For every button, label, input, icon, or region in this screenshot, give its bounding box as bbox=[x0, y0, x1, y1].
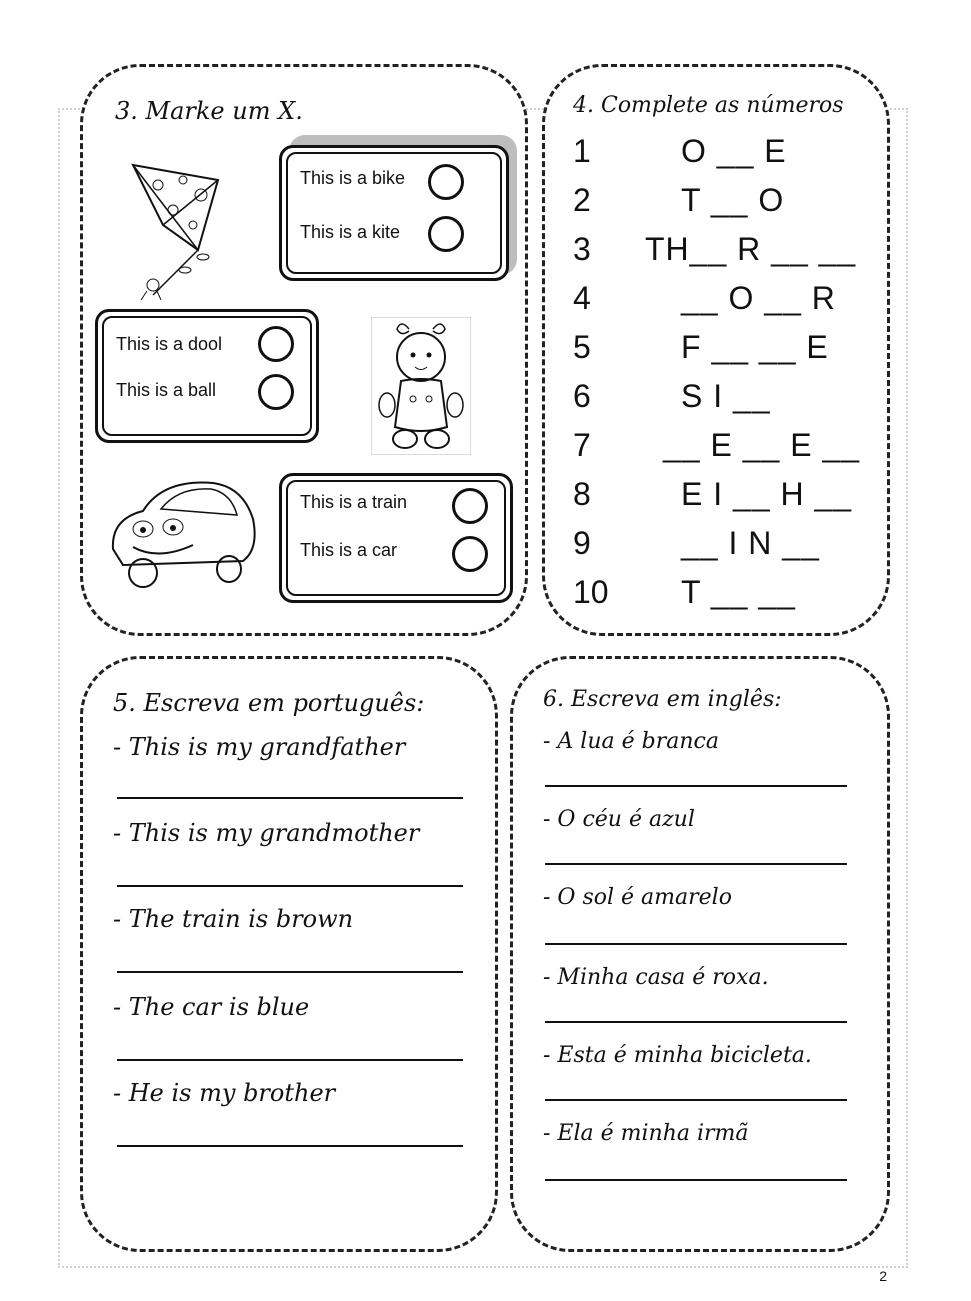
sentence-prompt: - A lua é branca bbox=[543, 729, 719, 754]
sentence-prompt: - The train is brown bbox=[113, 905, 354, 933]
number-word: O __ E bbox=[681, 133, 787, 169]
answer-circle[interactable] bbox=[452, 536, 488, 572]
number-word: __ O __ R bbox=[681, 280, 836, 316]
number-digit: 6 bbox=[573, 378, 591, 414]
answer-circle[interactable] bbox=[452, 488, 488, 524]
number-row bbox=[545, 182, 885, 230]
number-digit: 7 bbox=[573, 427, 591, 463]
answer-circle[interactable] bbox=[258, 326, 294, 362]
answer-line[interactable] bbox=[545, 1099, 847, 1101]
number-row bbox=[545, 574, 885, 622]
answer-line[interactable] bbox=[117, 797, 463, 799]
number-digit: 9 bbox=[573, 525, 591, 561]
number-word: S I __ bbox=[681, 378, 771, 414]
option-label: This is a bike bbox=[300, 168, 406, 188]
section-6-title: 6. Escreva em inglês: bbox=[543, 687, 782, 712]
number-digit: 8 bbox=[573, 476, 591, 512]
number-digit: 1 bbox=[573, 133, 591, 169]
section-4-panel bbox=[542, 64, 890, 636]
sentence-prompt: - O sol é amarelo bbox=[543, 885, 732, 910]
number-word: T __ O bbox=[681, 182, 785, 218]
section-5-panel bbox=[80, 656, 498, 1252]
sentence-prompt: - Esta é minha bicicleta. bbox=[543, 1043, 812, 1068]
number-word: __ E __ E __ bbox=[663, 427, 861, 463]
answer-line[interactable] bbox=[545, 943, 847, 945]
car-picture bbox=[103, 469, 263, 595]
sentence-prompt: - This is my grandfather bbox=[113, 733, 406, 761]
answer-circle[interactable] bbox=[428, 216, 464, 252]
option-box-kite bbox=[279, 145, 509, 281]
number-digit: 3 bbox=[573, 231, 591, 267]
number-digit: 5 bbox=[573, 329, 591, 365]
number-row bbox=[545, 476, 885, 524]
sentence-prompt: - Minha casa é roxa. bbox=[543, 965, 769, 990]
number-row bbox=[545, 525, 885, 573]
option-label: This is a car bbox=[300, 540, 398, 560]
sentence-prompt: - Ela é minha irmã bbox=[543, 1121, 749, 1146]
option-box-car bbox=[279, 473, 513, 603]
number-word: __ I N __ bbox=[681, 525, 820, 561]
number-word: E I __ H __ bbox=[681, 476, 853, 512]
answer-line[interactable] bbox=[545, 1021, 847, 1023]
answer-line[interactable] bbox=[545, 1179, 847, 1181]
number-row bbox=[545, 231, 885, 279]
section-4-title: 4. Complete as números bbox=[573, 93, 844, 118]
doll-picture bbox=[371, 317, 471, 455]
page-number: 2 bbox=[879, 1268, 887, 1284]
section-3-title: 3. Marke um X. bbox=[115, 97, 303, 125]
sentence-prompt: - The car is blue bbox=[113, 993, 310, 1021]
number-digit: 4 bbox=[573, 280, 591, 316]
answer-line[interactable] bbox=[117, 885, 463, 887]
option-label: This is a kite bbox=[300, 222, 401, 242]
answer-line[interactable] bbox=[117, 971, 463, 973]
number-word: TH__ R __ __ bbox=[645, 231, 857, 267]
number-word: F __ __ E bbox=[681, 329, 829, 365]
kite-picture bbox=[123, 155, 273, 305]
option-label: This is a ball bbox=[116, 380, 217, 400]
number-word: T __ __ bbox=[681, 574, 796, 610]
option-label: This is a dool bbox=[116, 334, 223, 354]
answer-circle[interactable] bbox=[428, 164, 464, 200]
sentence-prompt: - O céu é azul bbox=[543, 807, 695, 832]
number-row bbox=[545, 133, 885, 181]
sentence-prompt: - This is my grandmother bbox=[113, 819, 420, 847]
number-row bbox=[545, 280, 885, 328]
answer-line[interactable] bbox=[117, 1145, 463, 1147]
option-label: This is a train bbox=[300, 492, 408, 512]
number-row bbox=[545, 329, 885, 377]
section-5-title: 5. Escreva em português: bbox=[113, 689, 425, 717]
sentence-prompt: - He is my brother bbox=[113, 1079, 336, 1107]
number-digit: 10 bbox=[573, 574, 609, 610]
section-3-panel bbox=[80, 64, 528, 636]
answer-line[interactable] bbox=[545, 863, 847, 865]
answer-line[interactable] bbox=[117, 1059, 463, 1061]
number-digit: 2 bbox=[573, 182, 591, 218]
number-row bbox=[545, 378, 885, 426]
section-6-panel bbox=[510, 656, 890, 1252]
number-row bbox=[545, 427, 885, 475]
answer-line[interactable] bbox=[545, 785, 847, 787]
answer-circle[interactable] bbox=[258, 374, 294, 410]
option-box-doll bbox=[95, 309, 319, 443]
